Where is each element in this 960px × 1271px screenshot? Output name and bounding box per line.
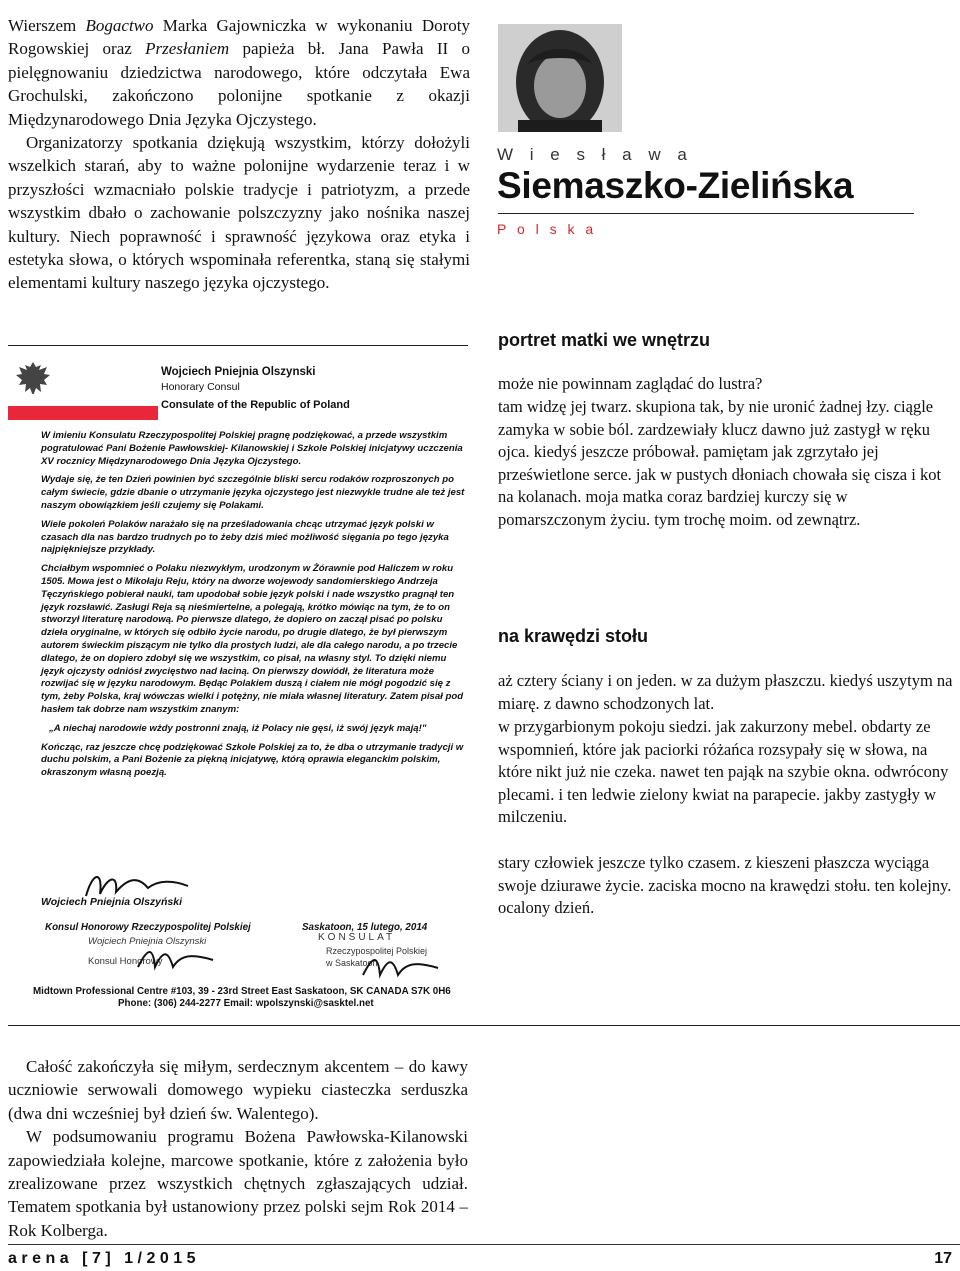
stamp-text: w Saskatoon: [326, 958, 378, 968]
divider-line: [8, 345, 468, 346]
stamp-text: Konsul Honorowy: [88, 956, 163, 967]
text-run: Wierszem: [8, 16, 86, 35]
consul-letter: [8, 356, 470, 1020]
divider-line: [8, 1025, 960, 1026]
article-text-bottom: [8, 1055, 468, 1242]
text-run: Marka Gajowniczka w wykonaniu Doroty Rogowskiej oraz: [8, 16, 470, 59]
footer-line: [8, 1244, 960, 1245]
paragraph-4: W podsumowaniu programu Bożena Pawłowska-Kilanowski zapowiedziała kolejne, marcowe spotkanie, które z założenia było zrealizowane przez wszystkich chętnych zgłaszających udział. Tematem spotkania był ustanowiony przez polski sejm Rok 2014 – Rok Kolberga.: [8, 1127, 468, 1240]
poem-line: może nie powinnam zaglądać do lustra?: [498, 374, 763, 393]
poem-stanza: aż cztery ściany i on jeden. w za dużym płaszczu. kiedyś uszytym na miarę. z dawno schodzonych lat.: [498, 671, 953, 713]
poem-stanza: tam widzę jej twarz. skupiona tak, by nie uronić żadnej łzy. ciągle zamyka w sobie ból. zardzewiały klucz dawno już zastygł w ręku ojca. kiedyś jeszcze próbował. pamiętam jak zgrzytało jej prześwietlone serce. jak w pustych dłoniach chowała się cisza i kot na kolanach. moja matka coraz bardziej kurczy się w pomarszczonym życiu. tym trochę moim. od zewnątrz.: [498, 397, 942, 529]
text-run: papieża bł. Jana Pawła II o pielęgnowaniu dziedzictwa narodowego, które odczytała Ewa Grochulski, zakończono polonijne spotkanie z okazji Międzynarodowego Dnia Języka Ojczystego.: [8, 39, 470, 129]
signature-image: [358, 950, 448, 985]
magazine-footer: arena [7] 1/2015: [8, 1250, 201, 1267]
poem-title: na krawędzi stołu: [498, 626, 649, 646]
letter-paragraph: Wiele pokoleń Polaków narażało się na prześladowania chcąc utrzymać język polski w czasach dla nas bardzo trudnych po to żeby dziś mieć możliwość sięgania po tego języka najpiękniejsze przykłady.: [41, 518, 449, 556]
consulate-address: Midtown Professional Centre #103, 39 - 23rd Street East Saskatoon, SK CANADA S7K 0H6: [33, 986, 451, 997]
page-number: 17: [934, 1250, 952, 1267]
signature-image: [133, 942, 223, 977]
letter-paragraph: Wydaje się, że ten Dzień powinien być szczególnie bliski sercu rodaków rozproszonych po całym świecie, gdzie dbanie o utrzymanie języka ojczystego jest niezwykle trudne ale też jest naszym obowiązkiem jeśli czujemy się Polakami.: [41, 474, 465, 511]
paragraph-2: Organizatorzy spotkania dziękują wszystkim, którzy dołożyli wszelkich starań, aby to ważne polonijne wydarzenie teraz i w przyszłości wzmacniało polskie tradycje i patriotyzm, a przede wszystkim dbało o zachowanie polszczyzny jako nośnika naszej kultury. Niech poprawność i sprawność językowa oraz etyka i estetyka słowa, o których wspominała referentka, staną się stałymi elementami kultury naszego języka ojczystego.: [8, 133, 470, 293]
author-last-name: Siemaszko-Zielińska: [497, 165, 854, 206]
poem-stanza: stary człowiek jeszcze tylko czasem. z kieszeni płaszcza wyciąga swoje dziurawe życie. zaciska mocno na krawędzi stołu. ten kolejny. ocalony dzień.: [498, 853, 952, 918]
author-first-name: W i e s ł a w a: [497, 145, 693, 164]
flag-stripe: [8, 406, 158, 420]
stamp-text: Rzeczypospolitej Polskiej: [326, 946, 428, 956]
signer-name: Wojciech Pniejnia Olszyński: [41, 896, 183, 908]
author-country: P o l s k a: [497, 221, 597, 237]
divider-line: [498, 213, 914, 214]
poem-stanza: w przygarbionym pokoju siedzi. jak zakurzony mebel. obdarty ze wspomnień, które jak paciorki różańca rozsypały się w słowa, na które nikt już nie czeka. nawet ten pająk na szybie okna. odwrócony plecami. i ten ledwie zielony kwiat na parapecie. jakby zastygły w milczeniu.: [498, 717, 949, 827]
consulate-name: Consulate of the Republic of Poland: [161, 399, 350, 411]
paragraph-1: [8, 14, 470, 131]
consul-name: Wojciech Pniejnia Olszynski: [161, 366, 316, 378]
consulate-contact: Phone: (306) 244-2277 Email: wpolszynski@sasktel.net: [118, 998, 374, 1009]
consul-title: Honorary Consul: [161, 381, 240, 393]
poem-title: portret matki we wnętrzu: [498, 330, 711, 350]
article-text-top: [8, 14, 470, 295]
letter-paragraph: Chciałbym wspomnieć o Polaku niezwykłym, urodzonym w Żórawnie pod Haliczem w roku 1505. Mowa jest o Mikołaju Reju, który na dworze wojewody sandomierskiego Andrzeja Tęczyńskiego pobierał nauki, tam upodobał sobie język polski i nade wszystko pragnął ten język rozsławić. Zasługi Reja są nieśmiertelne, a polegają, krótko mówiąc na tym, że to on stworzył literaturę narodową. Po pierwsze dlatego, że dopiero on zaczął pisać po polsku dzieła oryginalne, w których się odbiło życie narodu, po drugie dlatego, że był pierwszym autorem świeckim piszącym nie tylko dla prostych ludzi, ale dla całego narodu, a po trzecie dlatego, że on dopiero zdobył się we wszystkim, co pisał, na własny styl. To dzięki niemu język ojczysty odniósł zwycięstwo nad łaciną. On pierwszy dowiódł, że literatura może rozwijać się w języku narodowym. Będąc Polakiem duszą i ciałem nie mógł pogodzić się z tym, żeby Polska, kraj wówczas wielki i potężny, nie miała własnej literatury. Zatem pisał pod hasłem tak dobrze nam wszystkim znanym:: [41, 563, 464, 715]
place-date: Saskatoon, 15 lutego, 2014: [302, 922, 428, 933]
letter-motto: „A niechaj narodowie wżdy postronni znają, iż Polacy nie gęsi, iż swój język mają!": [49, 722, 427, 734]
italic-title: Bogactwo: [85, 16, 154, 35]
italic-title: Przesłaniem: [145, 39, 230, 59]
paragraph-3: Całość zakończyła się miłym, serdecznym akcentem – do kawy uczniowie serwowali domowego wypieku ciasteczka serduszka (dwa dni wcześniej był dzień św. Walentego).: [8, 1057, 468, 1123]
author-photo: [498, 24, 622, 132]
letter-closing: Kończąc, raz jeszcze chcę podziękować Szkole Polskiej za to, że dba o utrzymanie tradycji w duchu polskim, a Pani Bożenie za piękną inicjatywę, którą oprawia eleganckim polskim, okraszonym własną poezją.: [41, 741, 464, 779]
letter-paragraph: W imieniu Konsulatu Rzeczypospolitej Polskiej pragnę podziękować, a przede wszystkim pogratulować Pani Bożenie Pawłowskiej- Kilanowskiej i Szkole Polskiej inicjatywy uczczenia XV rocznicy Międzynarodowego Dnia Języka Ojczystego.: [41, 430, 463, 467]
stamp-text: KONSULAT: [318, 932, 396, 943]
letter-body: [41, 430, 466, 786]
signer-role: Konsul Honorowy Rzeczypospolitej Polskiej: [45, 922, 251, 933]
stamp-text: Wojciech Pniejnia Olszynski: [88, 936, 207, 947]
